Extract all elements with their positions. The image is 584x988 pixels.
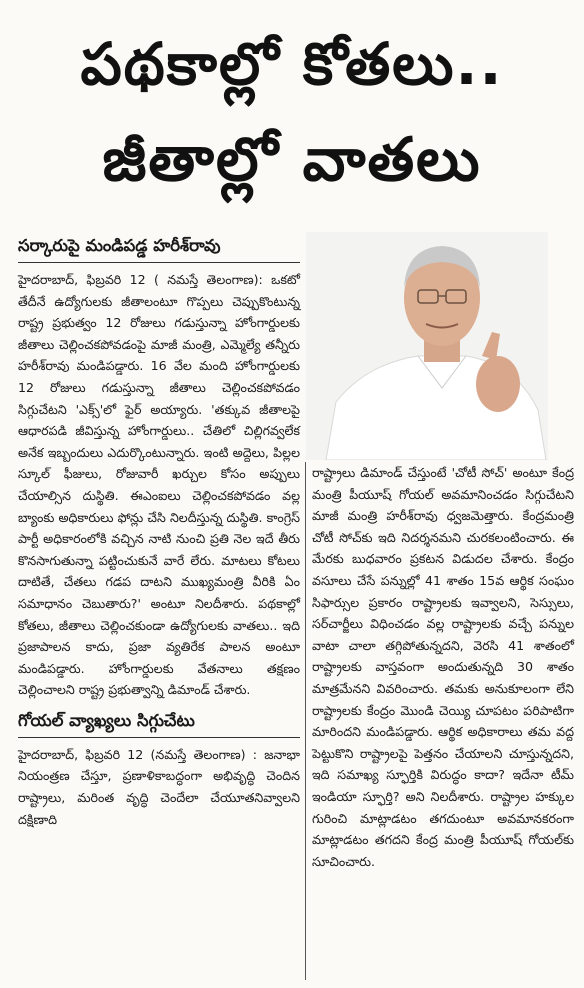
story1-body: హైదరాబాద్, ఫిబ్రవరి 12 ( నమస్తే తెలంగాణ): ఒకటో తేదీనే ఉద్యోగులకు జీతాలంటూ గొప్పలు చెప్పుకొంటున్న రాష్ట్ర ప్రభుత్వం 12 రోజులు గడుస్తున్నా హోంగార్డులకు జీతాలు చెల్లించకపోవడంపై మాజీ మంత్రి, ఎమ్మెల్యే తన్నీరు హరీశ్‌రావు మండిపడ్డారు. 16 వేల మంది హోంగార్డులకు 12 రోజులు గడుస్తున్నా జీతాలు చెల్లించకపోవడం సిగ్గుచేటని 'ఎక్స్'లో ఫైర్ అయ్యారు. 'తక్కువ జీతాలపై ఆధారపడి జీవిస్తున్న హోంగార్డులు.. చేతిలో చిల్లిగవ్వలేక అనేక ఇబ్బందులు ఎదుర్కొంటున్నారు. ఇంటి అద్దెలు, పిల్లల స్కూల్ ఫీజులు, రోజువారీ ఖర్చుల కోసం అప్పులు చేయాల్సిన దుస్థితి. ఈఎంఐలు చెల్లించకపోవడం వల్ల బ్యాంకు అధికారులు ఫోన్లు చేసి నిలదీస్తున్న దుస్థితి. కాంగ్రెస్ పార్టీ అధికారంలోకి వచ్చిన నాటి నుంచి ప్రతి నెల ఇదే తీరు కొనసాగుతున్నా పట్టించుకునే వారే లేరు. మాటలు కోటలు దాటితే, చేతలు గడప దాటని ముఖ్యమంత్రి వీరికి ఏం సమాధానం చెబుతారు?' అంటూ నిలదీశారు. పథకాల్లో కోతలు, జీతాలు చెల్లించకుండా ఉద్యోగులకు వాతలు.. ఇది ప్రజాపాలన కాదు, ప్రజా వ్యతిరేక పాలన అంటూ మండిపడ్డారు. హోంగార్డులకు వేతనాలు తక్షణం చెల్లించాలని రాష్ట్ర ప్రభుత్వాన్ని డిమాండ్ చేశారు.: [18, 272, 300, 698]
left-column: [18, 234, 300, 830]
column-divider: [305, 462, 306, 980]
story2-subhead: గోయల్ వ్యాఖ్యలు సిగ్గుచేటు: [18, 709, 300, 738]
headline-line-1: పథకాల్లో కోతలు..: [80, 30, 504, 98]
politician-photo-graphic: [306, 232, 548, 460]
story1-subhead: సర్కారుపై మండిపడ్డ హరీశ్‌రావు: [18, 234, 300, 263]
story2-body-right: రాష్ట్రాలు డిమాండ్ చేస్తుంటే 'చోటీ సోచ్' అంటూ కేంద్ర మంత్రి పీయూష్ గోయల్ అవమానించడం సిగ్గుచేటని మాజీ మంత్రి హరీశ్‌రావు ధ్వజమెత్తారు. కేంద్రమంత్రి చోటీ సోచ్‌కు ఇది నిదర్శనమని చురకలంటించారు. ఈ మేరకు బుధవారం ప్రకటన విడుదల చేశారు. కేంద్రం వసూలు చేసే పన్నుల్లో 41 శాతం 15వ ఆర్థిక సంఘం సిఫార్సుల ప్రకారం రాష్ట్రాలకు ఇవ్వాలని, సెస్సులు, సర్‌చార్జీలు విధించడం వల్ల రాష్ట్రాలకు వచ్చే పన్నుల వాటా చాలా తగ్గిపోతున్నదని, వెరసి 41 శాతంలో రాష్ట్రాలకు వాస్తవంగా అందుతున్నది 30 శాతం మాత్రమేనని వివరించారు. తమకు అనుకూలంగా లేని రాష్ట్రాలకు కేంద్రం మొండి చెయ్యి చూపటం పరిపాటిగా మారిందని మండిపడ్డారు. ఆర్థిక అధికారాలు తమ వద్ద పెట్టుకొని రాష్ట్రాలపై పెత్తనం చేయాలని చూస్తున్నదని, ఇది సమాఖ్య స్ఫూర్తికి విరుద్ధం కాదా? ఇదేనా టీమ్ ఇండియా స్ఫూర్తి? అని నిలదీశారు. రాష్ట్రాల హక్కుల గురించి మాట్లాడటం తగదుంటూ అవమానకరంగా మాట్లాడటం తగదని కేంద్ర మంత్రి పీయూష్ గోయల్‌కు సూచించారు.: [312, 465, 574, 869]
headline: [0, 18, 584, 210]
headline-line-2: జీతాల్లో వాతలు: [102, 125, 482, 195]
story2-body-left: హైదరాబాద్, ఫిబ్రవరి 12 (నమస్తే తెలంగాణ) : జనాభా నియంత్రణ చేస్తూ, ప్రణాళికాబద్ధంగా అభివృద్ధి చెందిన రాష్ట్రాలు, మరింత వృద్ధి చెందేలా చేయూతనివ్వాలని దక్షిణాది: [18, 746, 300, 827]
politician-photo: [306, 232, 548, 460]
right-column: [312, 462, 574, 872]
